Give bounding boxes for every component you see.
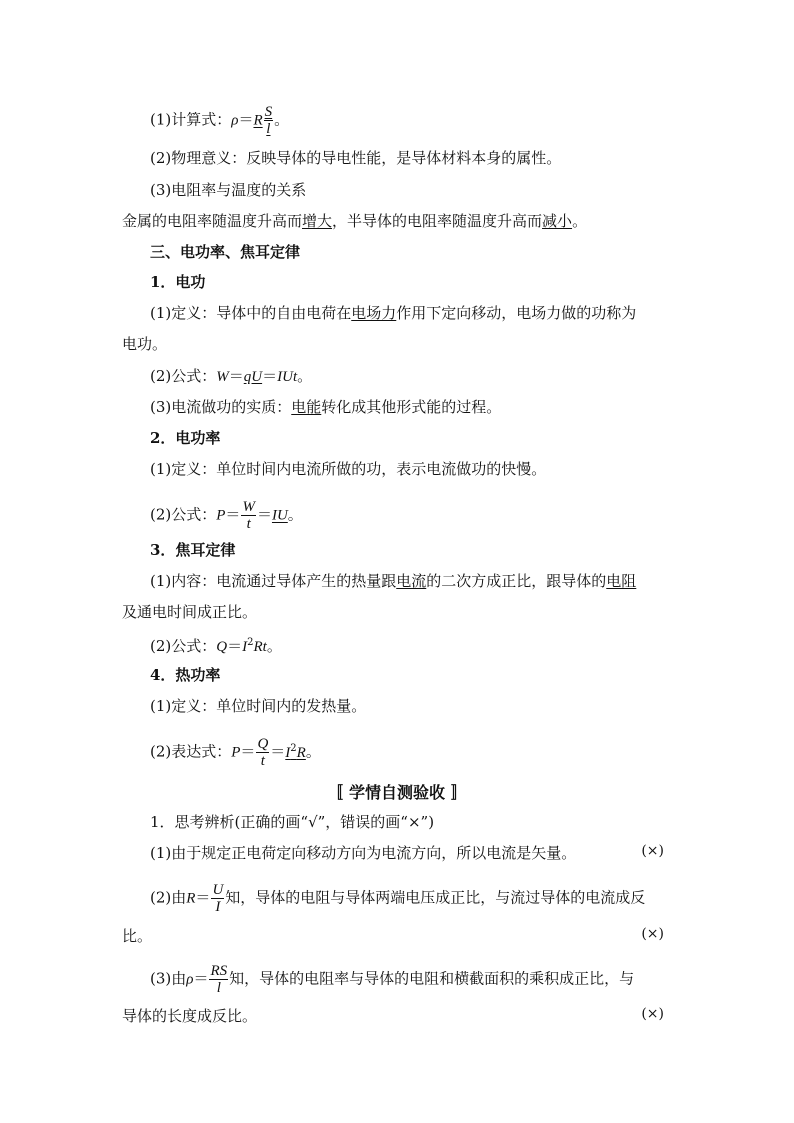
power-formula: (2)公式：P＝ $\frac{W}{t}$ ＝IU。 — [150, 499, 303, 532]
power-title: 2．电功率 — [150, 429, 221, 447]
resistivity-temp-text: 金属的电阻率随温度升高而增大，半导体的电阻率随温度升高而减小。 — [122, 212, 588, 230]
section-banner: 〚 学情自测验收 〛 — [326, 783, 468, 802]
joule-title: 3．焦耳定律 — [150, 541, 236, 559]
work-essence: (3)电流做功的实质：电能转化成其他形式能的过程。 — [150, 398, 502, 416]
quiz-item-3-mark: (×) — [641, 1006, 664, 1022]
work-definition: (1)定义：导体中的自由电荷在电场力作用下定向移动，电场力做的功称为 — [150, 304, 637, 322]
resistivity-meaning: (2)物理意义：反映导体的导电性能，是导体材料本身的属性。 — [150, 149, 562, 167]
joule-content: (1)内容：电流通过导体产生的热量跟电流的二次方成正比，跟导体的电阻 — [150, 572, 637, 590]
quiz-item-2-mark: (×) — [641, 926, 664, 942]
quiz-item-1: (1)由于规定正电荷定向移动方向为电流方向，所以电流是矢量。 — [150, 844, 577, 862]
fraction: $\frac{RS}{l}$ — [210, 963, 228, 996]
fraction: $\frac{U}{I}$ — [212, 882, 224, 915]
quiz-title: 1．思考辨析(正确的画“√”，错误的画“×”) — [150, 813, 435, 831]
fraction: $\frac{Q}{t}$ — [257, 736, 269, 769]
quiz-item-2: (2)由R＝ $\frac{U}{I}$ 知，导体的电阻与导体两端电压成正比，与流过导体的电流成反 — [150, 882, 646, 915]
joule-formula: (2)公式：$Q=I^2Rt$。 — [150, 637, 282, 655]
work-definition-cont: 电功。 — [122, 335, 168, 353]
section-three-title: 三、电功率、焦耳定律 — [150, 243, 301, 261]
quiz-item-1-mark: (×) — [641, 843, 664, 859]
quiz-item-2-cont: 比。 — [122, 927, 153, 945]
heat-power-formula: (2)表达式：P＝ $\frac{Q}{t}$ $=I^2R$。 — [150, 736, 321, 769]
work-title: 1．电功 — [150, 273, 206, 291]
resistivity-formula: (1)计算式：ρ＝R $\frac{S}{l}$ 。 — [150, 104, 290, 137]
quiz-item-3: (3)由ρ＝ $\frac{RS}{l}$ 知，导体的电阻率与导体的电阻和横截面积的乘积成正比，与 — [150, 963, 635, 996]
power-definition: (1)定义：单位时间内电流所做的功，表示电流做功的快慢。 — [150, 460, 547, 478]
fraction: $\frac{W}{t}$ — [242, 499, 255, 532]
heat-power-definition: (1)定义：单位时间内的发热量。 — [150, 697, 367, 715]
heat-power-title: 4．热功率 — [150, 666, 221, 684]
quiz-item-3-cont: 导体的长度成反比。 — [122, 1007, 258, 1025]
work-formula: (2)公式：W＝qU＝IUt。 — [150, 367, 313, 385]
resistivity-temp-title: (3)电阻率与温度的关系 — [150, 181, 307, 199]
fraction: $\frac{S}{l}$ — [264, 104, 273, 137]
joule-content-cont: 及通电时间成正比。 — [122, 603, 258, 621]
